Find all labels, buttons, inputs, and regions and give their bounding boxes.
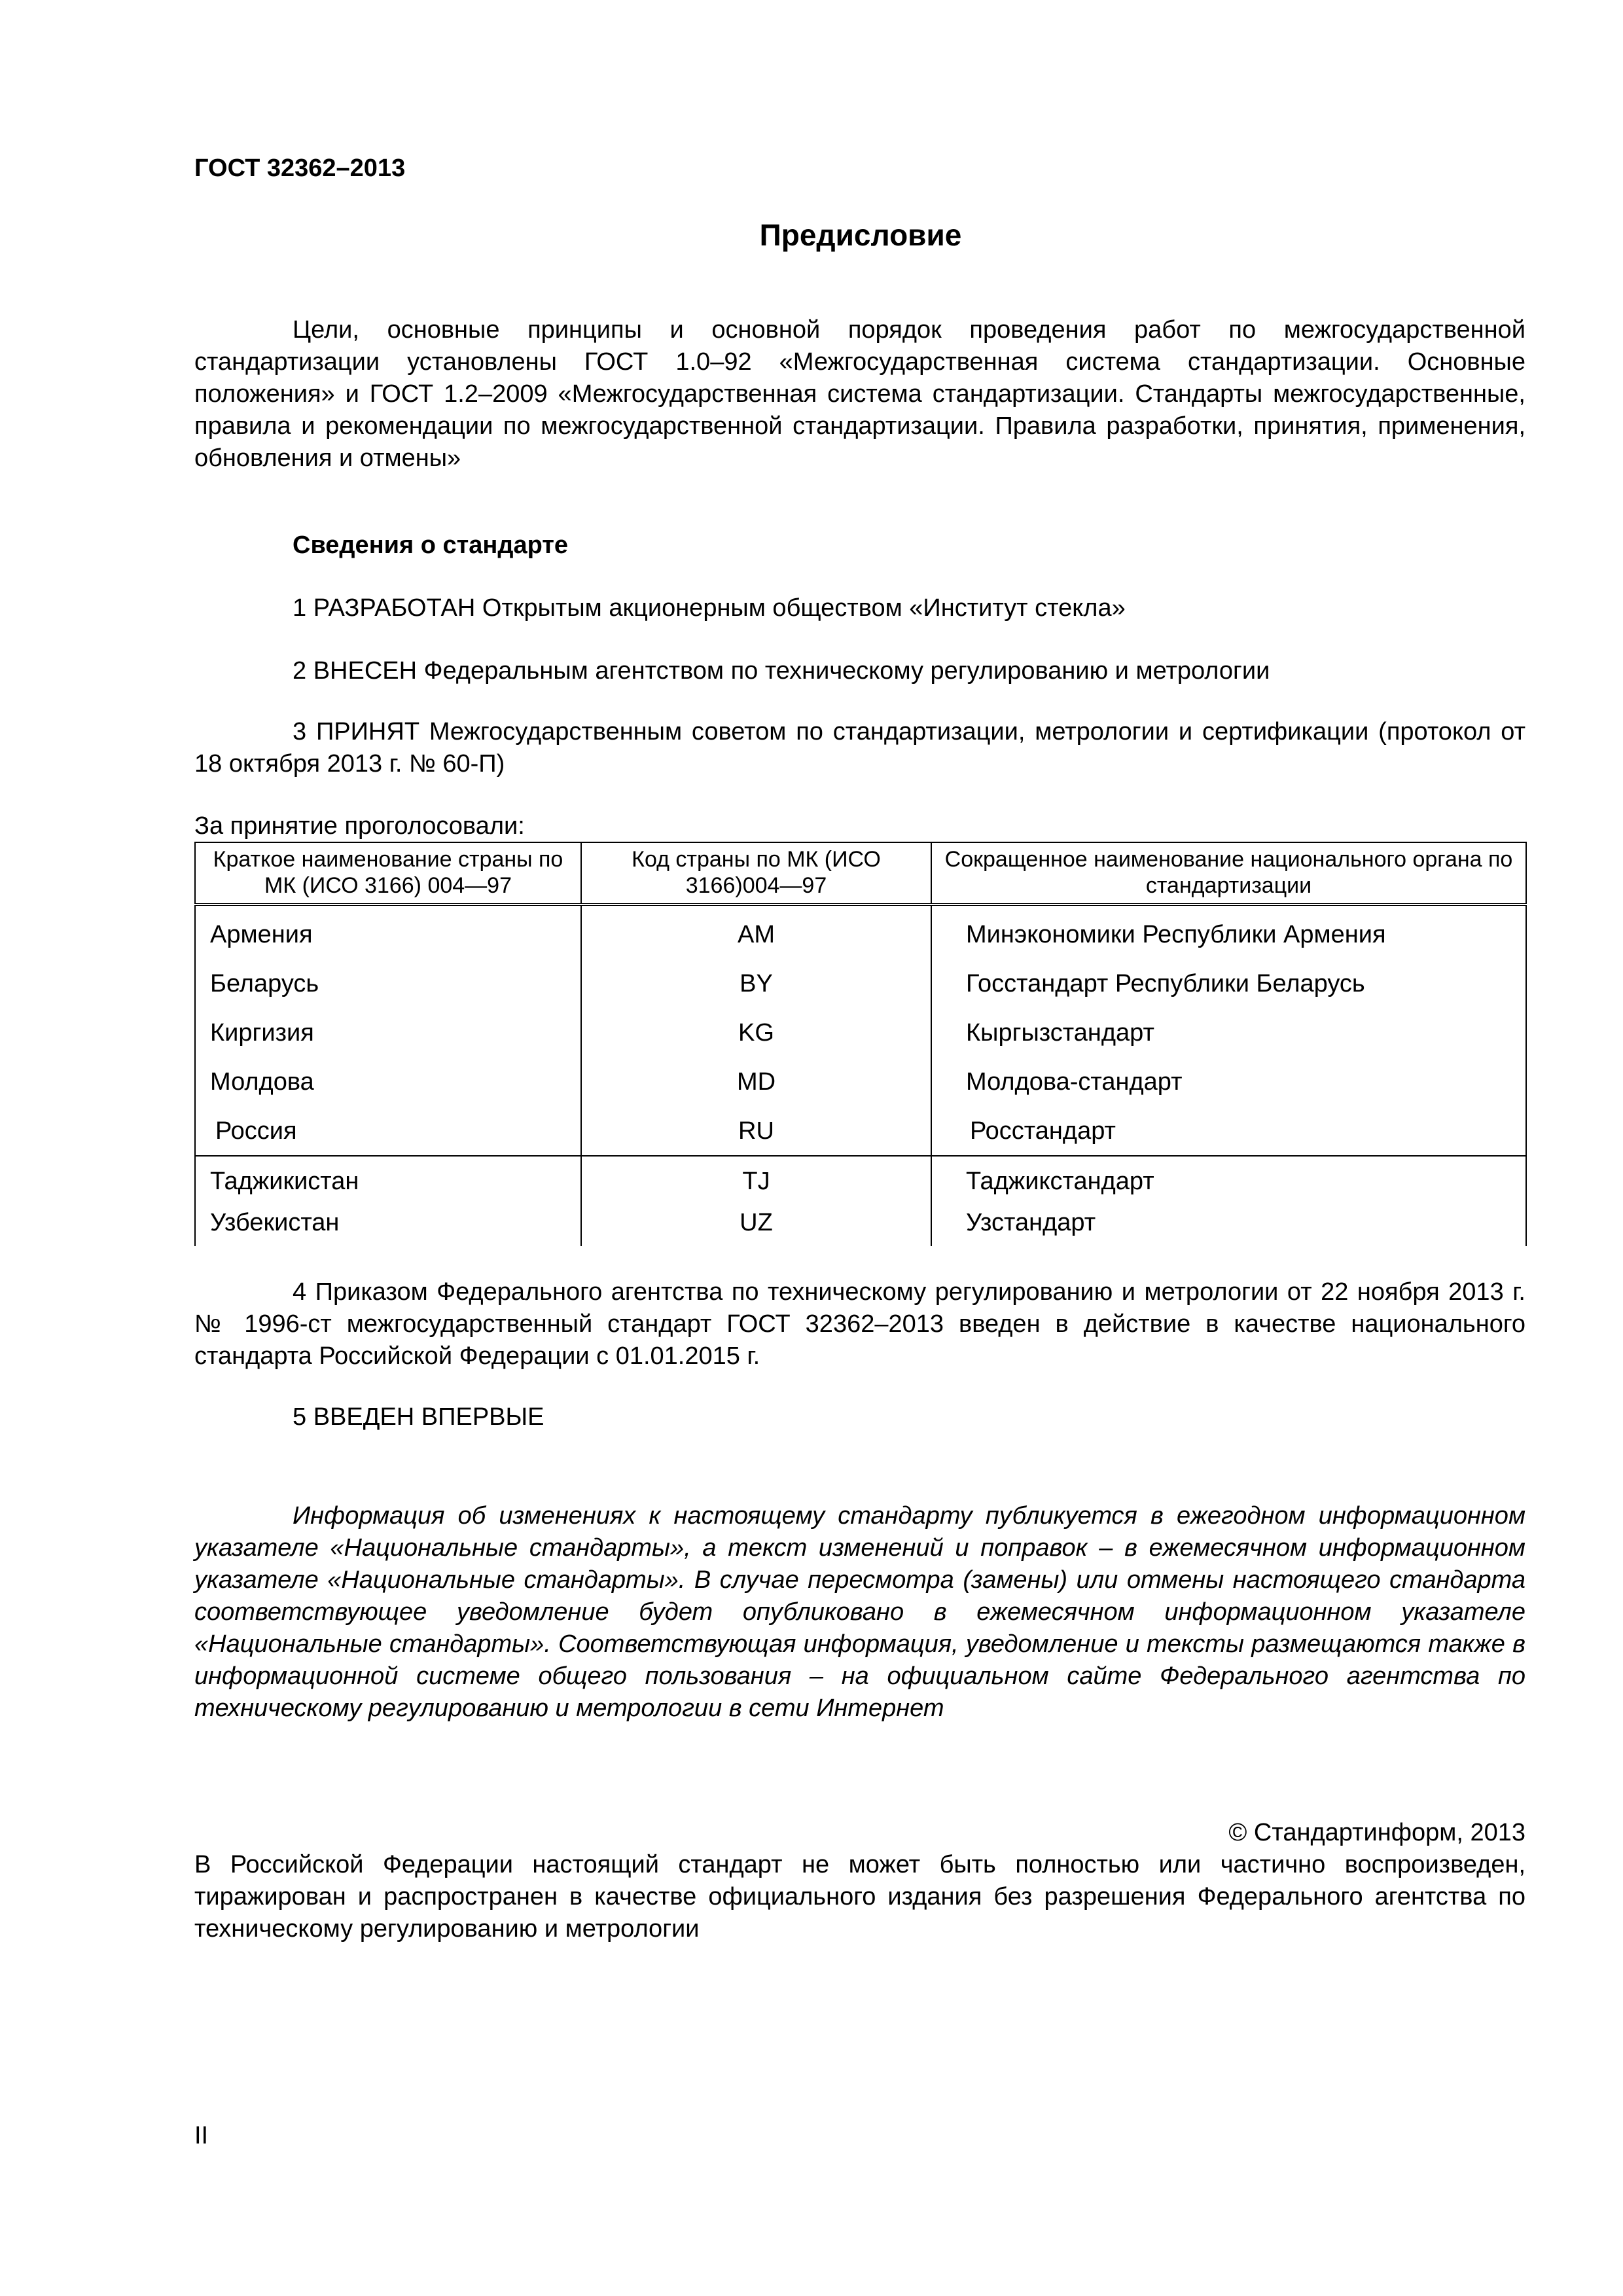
standards-body: Таджикстандарт bbox=[931, 1156, 1526, 1206]
country-name: Молдова bbox=[195, 1057, 581, 1106]
country-name: Армения bbox=[195, 905, 581, 959]
standards-body: Молдова-стандарт bbox=[931, 1057, 1526, 1106]
page-number: II bbox=[194, 2122, 209, 2149]
column-header-code: Код страны по МК (ИСО 3166)004—97 bbox=[581, 842, 931, 905]
country-name: Таджикистан bbox=[195, 1156, 581, 1206]
table-header-row bbox=[195, 842, 1526, 905]
country-name: Узбекистан bbox=[195, 1206, 581, 1246]
amendments-notice: Информация об изменениях к настоящему стандарту публикуется в ежегодном информационном указателе «Национальные стандарты», а текст изменений и поправок – в ежемесячном информационном указателе «Национальные стандарты». В случае пересмотра (замены) или отмены настоящего стандарта соответствующее уведомление будет опубликовано в ежемесячном информационном указателе «Национальные стандарты». Соответствующая информация, уведомление и тексты размещаются также в информационной системе общего пользования – на официальном сайте Федерального агентства по техническому регулированию и метрологии в сети Интернет bbox=[194, 1502, 1525, 1722]
page-title: Предисловие bbox=[759, 218, 962, 252]
country-code: BY bbox=[581, 959, 931, 1008]
intro-paragraph: Цели, основные принципы и основной порядок проведения работ по межгосударственной стандартизации установлены ГОСТ 1.0–92 «Межгосударственная система стандартизации. Основные положения» и ГОСТ 1.2–2009 «Межгосударственная система стандартизации. Стандарты межгосударственные, правила и рекомендации по межгосударственной стандартизации. Правила разработки, принятия, применения, обновления и отмены» bbox=[194, 316, 1525, 472]
column-header-country: Краткое наименование страны по МК (ИСО 3166) 004—97 bbox=[195, 842, 581, 905]
table-row bbox=[195, 1156, 1526, 1206]
vote-label: За принятие проголосовали: bbox=[194, 812, 525, 840]
standards-body: Минэкономики Республики Армения bbox=[931, 905, 1526, 959]
table-row bbox=[195, 1206, 1526, 1246]
country-code: MD bbox=[581, 1057, 931, 1106]
country-code: AM bbox=[581, 905, 931, 959]
standards-body: Росстандарт bbox=[931, 1106, 1526, 1156]
standards-body: Госстандарт Республики Беларусь bbox=[931, 959, 1526, 1008]
table-row bbox=[195, 1057, 1526, 1106]
item-enacted: 4 Приказом Федерального агентства по техническому регулированию и метрологии от 22 ноября 2013 г. № 1996-ст межгосударственный стандарт ГОСТ 32362–2013 введен в действие в качестве национального стандарта Российской Федерации с 01.01.2015 г. bbox=[194, 1278, 1525, 1370]
item-developed: 1 РАЗРАБОТАН Открытым акционерным обществом «Институт стекла» bbox=[293, 594, 1126, 622]
table-row bbox=[195, 1106, 1526, 1156]
country-code: TJ bbox=[581, 1156, 931, 1206]
copyright-line: © Стандартинформ, 2013 bbox=[1228, 1819, 1525, 1846]
item-submitted: 2 ВНЕСЕН Федеральным агентством по техническому регулированию и метрологии bbox=[293, 657, 1270, 685]
item-first-introduced: 5 ВВЕДЕН ВПЕРВЫЕ bbox=[293, 1403, 544, 1431]
country-name: Киргизия bbox=[195, 1008, 581, 1057]
item-adopted: 3 ПРИНЯТ Межгосударственным советом по стандартизации, метрологии и сертификации (протокол от 18 октября 2013 г. № 60-П) bbox=[194, 718, 1525, 778]
country-code: KG bbox=[581, 1008, 931, 1057]
standards-body: Кыргызстандарт bbox=[931, 1008, 1526, 1057]
country-code: RU bbox=[581, 1106, 931, 1156]
standards-body: Узстандарт bbox=[931, 1206, 1526, 1246]
table-row bbox=[195, 1008, 1526, 1057]
reproduction-rights: В Российской Федерации настоящий стандарт не может быть полностью или частично воспроизведен, тиражирован и распространен в качестве официального издания без разрешения Федерального агентства по техническому регулированию и метрологии bbox=[194, 1851, 1525, 1943]
table-row bbox=[195, 905, 1526, 959]
document-number: ГОСТ 32362–2013 bbox=[194, 154, 406, 182]
country-name: Россия bbox=[195, 1106, 581, 1156]
voting-countries-table bbox=[194, 842, 1527, 1246]
column-header-organization: Сокращенное наименование национального органа по стандартизации bbox=[931, 842, 1526, 905]
table-row bbox=[195, 959, 1526, 1008]
country-name: Беларусь bbox=[195, 959, 581, 1008]
country-code: UZ bbox=[581, 1206, 931, 1246]
info-heading: Сведения о стандарте bbox=[293, 531, 569, 559]
